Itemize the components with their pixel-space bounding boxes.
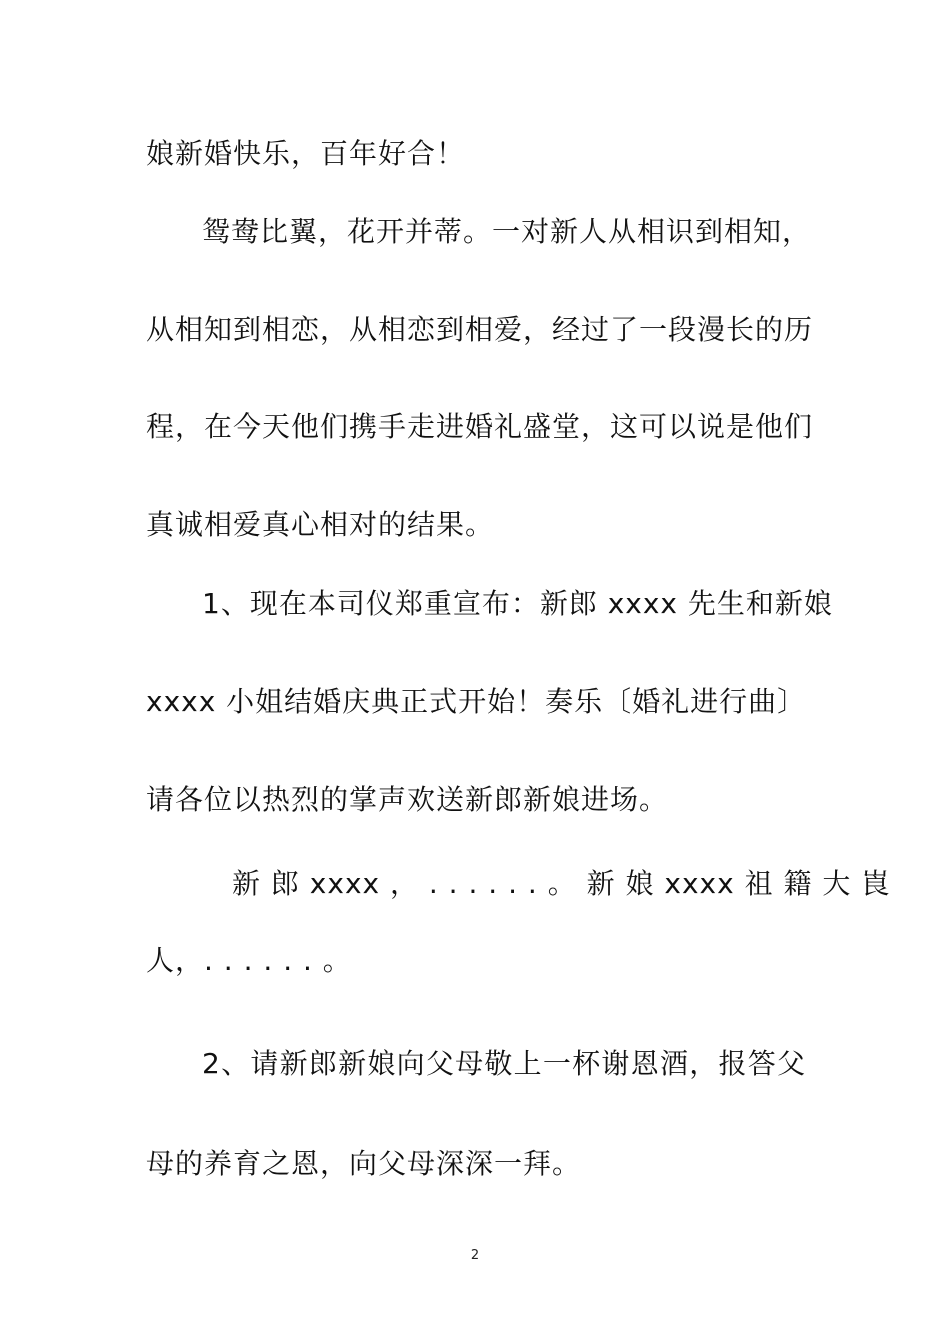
text-line: 人，. . . . . . 。 [146, 944, 352, 977]
text-line: 真诚相爱真心相对的结果。 [146, 508, 495, 541]
text-line: 从相知到相恋，从相恋到相爱，经过了一段漫长的历 [146, 313, 814, 346]
text-line: xxxx 小姐结婚庆典正式开始！奏乐〔婚礼进行曲〕 [146, 685, 807, 718]
text-line: 程，在今天他们携手走进婚礼盛堂，这可以说是他们 [146, 410, 814, 443]
text-line: 鸳鸯比翼，花开并蒂。一对新人从相识到相知， [202, 215, 812, 248]
text-line: 请各位以热烈的掌声欢送新郎新娘进场。 [146, 783, 669, 816]
text-line: 母的养育之恩，向父母深深一拜。 [146, 1147, 582, 1180]
text-line: 新 郎 xxxx ， . . . . . . 。 新 娘 xxxx 祖 籍 大 崀 [232, 867, 891, 900]
text-line: 1、现在本司仪郑重宣布：新郎 xxxx 先生和新娘 [202, 587, 833, 620]
text-line: 娘新婚快乐，百年好合！ [146, 137, 466, 170]
page-number: 2 [470, 1248, 480, 1263]
text-line: 2、请新郎新娘向父母敬上一杯谢恩酒，报答父 [202, 1047, 806, 1080]
